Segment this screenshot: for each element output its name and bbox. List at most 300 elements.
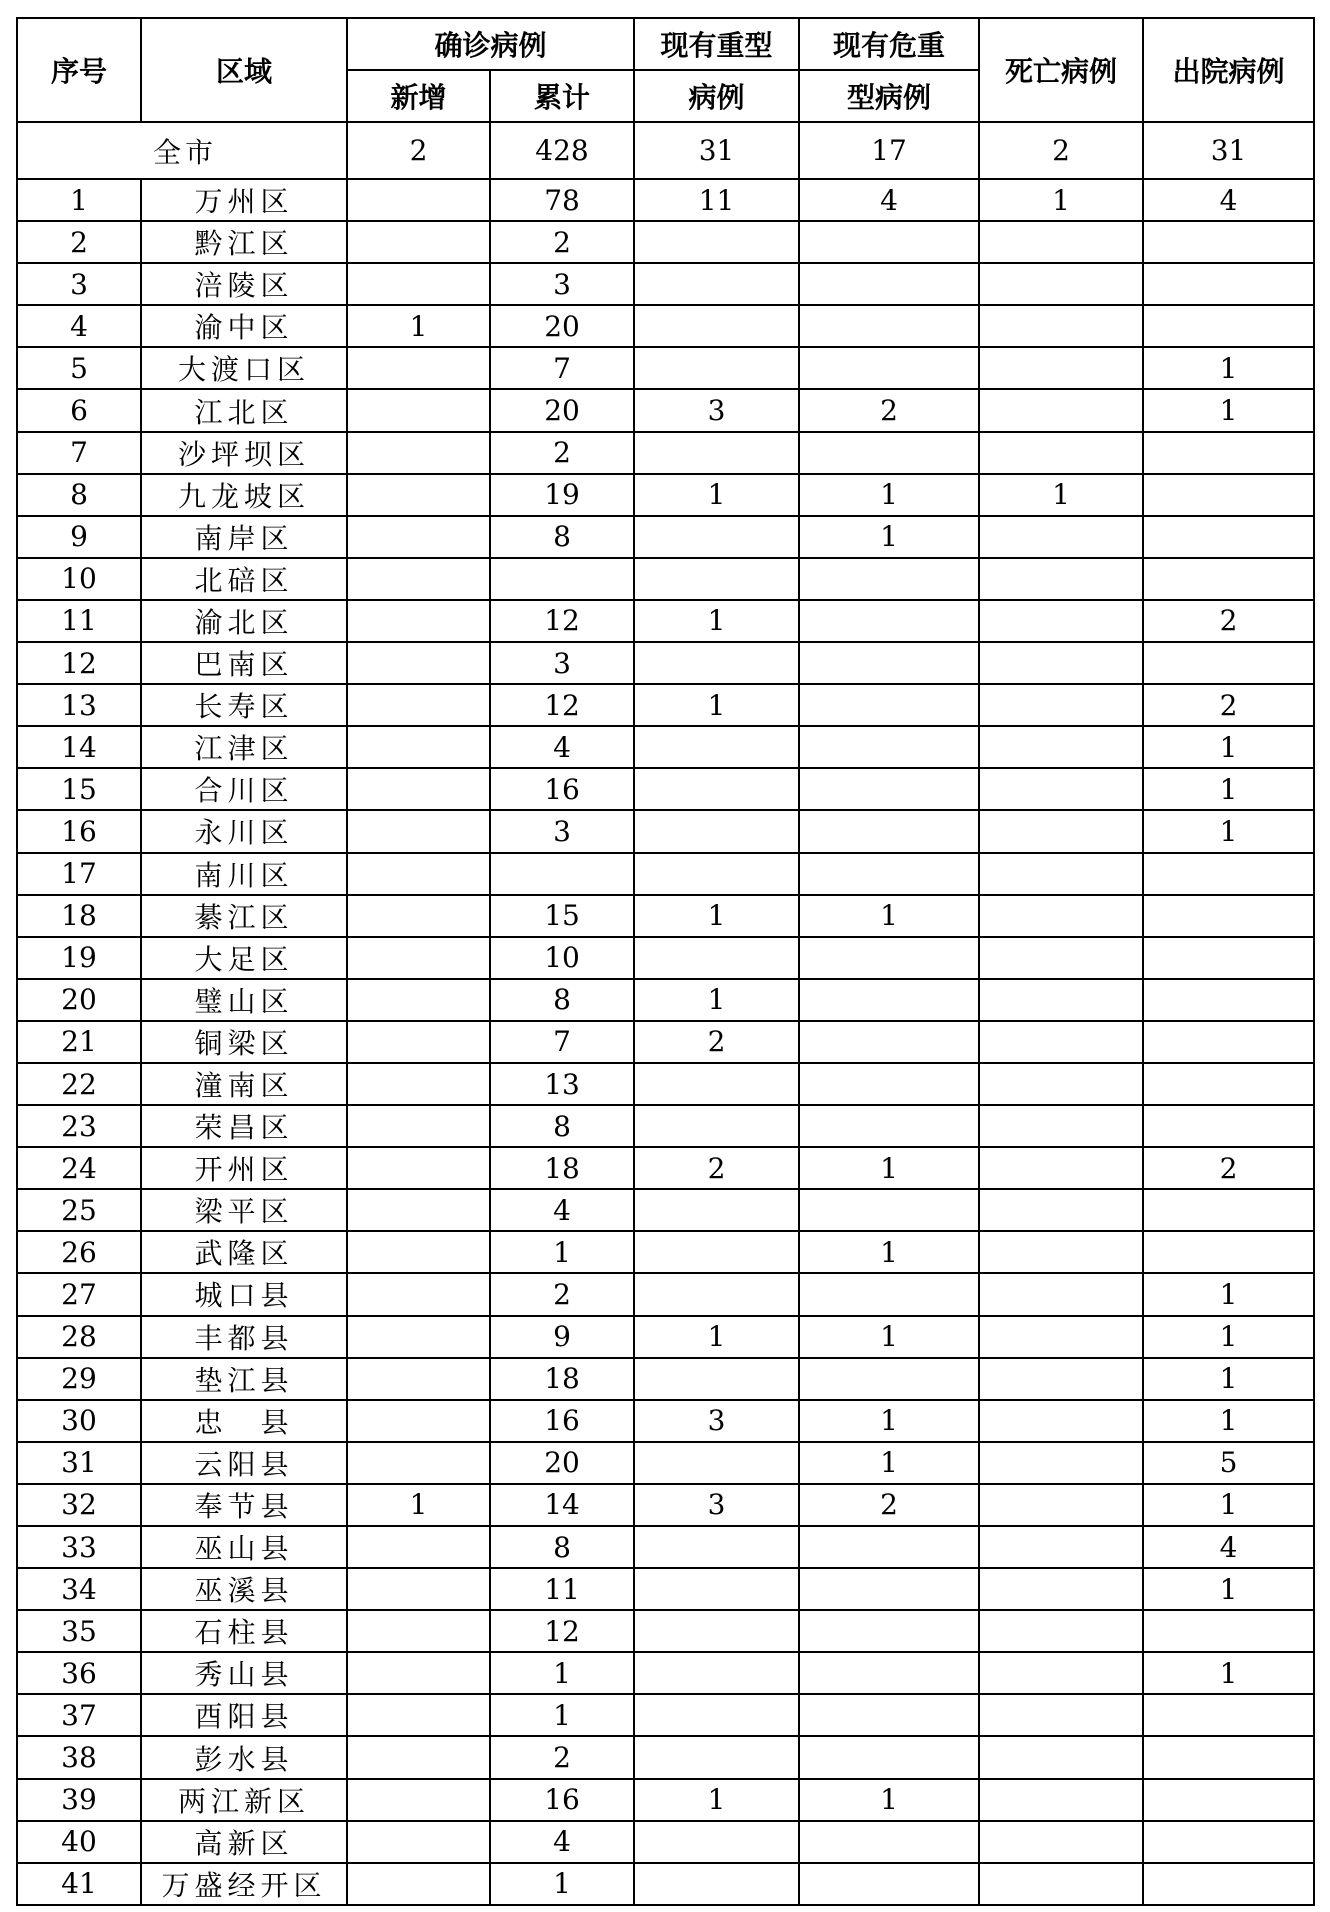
cell-discharged: 1 [1143, 389, 1314, 431]
header-critical-line1: 现有危重 [799, 18, 979, 70]
cell-new [347, 558, 490, 600]
cell-region: 武隆区 [141, 1231, 347, 1273]
cell-new [347, 516, 490, 558]
cell-cumulative: 2 [490, 221, 634, 263]
cell-region: 巫溪县 [141, 1568, 347, 1610]
table-row [17, 1736, 1314, 1778]
table-row [17, 768, 1314, 810]
cell-critical [799, 1189, 979, 1231]
table-row [17, 263, 1314, 305]
cell-region: 垫江县 [141, 1358, 347, 1400]
cell-discharged [1143, 263, 1314, 305]
cell-deaths [979, 1652, 1143, 1694]
cell-critical [799, 1021, 979, 1063]
cell-deaths [979, 600, 1143, 642]
table-row [17, 600, 1314, 642]
cell-deaths [979, 1821, 1143, 1863]
cell-deaths [979, 305, 1143, 347]
total-severe: 31 [634, 122, 799, 179]
table-row [17, 642, 1314, 684]
cell-severe [634, 263, 799, 305]
total-label: 全市 [17, 122, 347, 179]
table-row [17, 389, 1314, 431]
header-discharged: 出院病例 [1143, 18, 1314, 122]
cell-discharged [1143, 1610, 1314, 1652]
table-row [17, 1610, 1314, 1652]
cell-critical [799, 1526, 979, 1568]
cell-new [347, 1358, 490, 1400]
cell-new: 1 [347, 1484, 490, 1526]
cell-deaths [979, 558, 1143, 600]
cell-deaths [979, 221, 1143, 263]
cell-region: 忠 县 [141, 1400, 347, 1442]
cell-critical [799, 1821, 979, 1863]
table-row [17, 1316, 1314, 1358]
table-row [17, 1231, 1314, 1273]
cell-severe: 3 [634, 1400, 799, 1442]
cell-critical [799, 600, 979, 642]
cell-cumulative: 78 [490, 179, 634, 221]
cell-index: 25 [17, 1189, 141, 1231]
cell-critical [799, 768, 979, 810]
cell-index: 18 [17, 895, 141, 937]
cell-critical [799, 1652, 979, 1694]
cell-discharged: 5 [1143, 1442, 1314, 1484]
cell-critical [799, 642, 979, 684]
cell-index: 10 [17, 558, 141, 600]
header-deaths: 死亡病例 [979, 18, 1143, 122]
cell-cumulative: 9 [490, 1316, 634, 1358]
cell-region: 巴南区 [141, 642, 347, 684]
cell-discharged: 1 [1143, 1358, 1314, 1400]
cell-cumulative: 4 [490, 1189, 634, 1231]
cell-severe: 2 [634, 1147, 799, 1189]
cell-new [347, 642, 490, 684]
cell-new [347, 1105, 490, 1147]
cell-severe [634, 558, 799, 600]
cell-region: 云阳县 [141, 1442, 347, 1484]
cell-deaths [979, 642, 1143, 684]
cell-critical [799, 810, 979, 852]
cell-severe: 3 [634, 1484, 799, 1526]
table-row [17, 1863, 1314, 1905]
cell-new [347, 1526, 490, 1568]
cell-deaths [979, 1105, 1143, 1147]
cell-cumulative: 2 [490, 432, 634, 474]
cell-discharged [1143, 937, 1314, 979]
cell-index: 15 [17, 768, 141, 810]
table-row [17, 1273, 1314, 1315]
cell-discharged [1143, 642, 1314, 684]
cell-region: 北碚区 [141, 558, 347, 600]
cell-deaths [979, 1021, 1143, 1063]
cell-deaths [979, 516, 1143, 558]
table-row [17, 979, 1314, 1021]
cell-discharged [1143, 1231, 1314, 1273]
cell-index: 13 [17, 684, 141, 726]
cell-index: 39 [17, 1779, 141, 1821]
cell-severe [634, 1652, 799, 1694]
cell-new [347, 1316, 490, 1358]
cell-severe: 1 [634, 600, 799, 642]
table-row [17, 221, 1314, 263]
cell-region: 大渡口区 [141, 347, 347, 389]
table-row [17, 1694, 1314, 1736]
cell-critical [799, 853, 979, 895]
cell-cumulative: 14 [490, 1484, 634, 1526]
cell-deaths [979, 1063, 1143, 1105]
cell-critical [799, 1694, 979, 1736]
cell-deaths [979, 1231, 1143, 1273]
cell-region: 合川区 [141, 768, 347, 810]
cell-cumulative: 11 [490, 1568, 634, 1610]
total-row [17, 122, 1314, 179]
cell-deaths [979, 432, 1143, 474]
cell-new [347, 1568, 490, 1610]
cell-index: 16 [17, 810, 141, 852]
total-critical: 17 [799, 122, 979, 179]
cell-severe [634, 1863, 799, 1905]
cell-cumulative: 15 [490, 895, 634, 937]
cell-new [347, 263, 490, 305]
cell-critical: 1 [799, 1442, 979, 1484]
cell-new [347, 684, 490, 726]
cell-severe [634, 516, 799, 558]
cell-index: 7 [17, 432, 141, 474]
cell-critical [799, 432, 979, 474]
cell-critical [799, 979, 979, 1021]
table-body [17, 122, 1314, 1905]
cell-index: 30 [17, 1400, 141, 1442]
cell-severe [634, 1231, 799, 1273]
cell-region: 万盛经开区 [141, 1863, 347, 1905]
total-discharged: 31 [1143, 122, 1314, 179]
table-row [17, 347, 1314, 389]
cell-discharged [1143, 516, 1314, 558]
cell-index: 40 [17, 1821, 141, 1863]
cell-critical [799, 1863, 979, 1905]
cell-cumulative: 8 [490, 1526, 634, 1568]
cell-critical [799, 305, 979, 347]
table-row [17, 1105, 1314, 1147]
cell-deaths [979, 979, 1143, 1021]
table-row [17, 1189, 1314, 1231]
cell-cumulative: 16 [490, 1779, 634, 1821]
cell-region: 奉节县 [141, 1484, 347, 1526]
header-confirmed: 确诊病例 [347, 18, 634, 70]
cell-index: 14 [17, 726, 141, 768]
table-row [17, 684, 1314, 726]
cell-region: 长寿区 [141, 684, 347, 726]
cell-discharged [1143, 305, 1314, 347]
cell-region: 黔江区 [141, 221, 347, 263]
cell-discharged [1143, 558, 1314, 600]
cell-severe [634, 853, 799, 895]
cell-severe [634, 1189, 799, 1231]
cell-index: 9 [17, 516, 141, 558]
cell-severe [634, 347, 799, 389]
cell-index: 36 [17, 1652, 141, 1694]
table-header [17, 18, 1314, 122]
cell-critical: 1 [799, 516, 979, 558]
cell-new [347, 1652, 490, 1694]
cell-critical [799, 684, 979, 726]
cell-severe [634, 1568, 799, 1610]
cell-cumulative: 16 [490, 768, 634, 810]
table-row [17, 1147, 1314, 1189]
cell-cumulative: 12 [490, 600, 634, 642]
cell-deaths [979, 810, 1143, 852]
cell-critical [799, 937, 979, 979]
cell-severe [634, 1526, 799, 1568]
cell-cumulative: 20 [490, 389, 634, 431]
cell-index: 17 [17, 853, 141, 895]
cell-discharged: 2 [1143, 600, 1314, 642]
cell-critical: 1 [799, 1147, 979, 1189]
cell-new [347, 1863, 490, 1905]
cell-deaths [979, 1400, 1143, 1442]
cell-discharged: 1 [1143, 1484, 1314, 1526]
cell-index: 32 [17, 1484, 141, 1526]
cell-discharged [1143, 979, 1314, 1021]
header-cumulative: 累计 [490, 70, 634, 122]
cell-new [347, 1610, 490, 1652]
cell-severe [634, 1105, 799, 1147]
cell-region: 渝北区 [141, 600, 347, 642]
cell-new [347, 432, 490, 474]
table-row [17, 558, 1314, 600]
cell-index: 41 [17, 1863, 141, 1905]
cell-index: 19 [17, 937, 141, 979]
cell-critical: 1 [799, 474, 979, 516]
total-cumulative: 428 [490, 122, 634, 179]
cell-discharged [1143, 474, 1314, 516]
cell-deaths [979, 853, 1143, 895]
cell-index: 20 [17, 979, 141, 1021]
cell-deaths: 1 [979, 474, 1143, 516]
cell-region: 沙坪坝区 [141, 432, 347, 474]
cell-discharged: 2 [1143, 1147, 1314, 1189]
cell-deaths [979, 347, 1143, 389]
cell-severe [634, 221, 799, 263]
cell-new [347, 1400, 490, 1442]
cell-cumulative: 7 [490, 1021, 634, 1063]
cell-cumulative: 12 [490, 1610, 634, 1652]
cell-discharged: 1 [1143, 1273, 1314, 1315]
cell-region: 丰都县 [141, 1316, 347, 1358]
cell-discharged [1143, 1694, 1314, 1736]
cell-region: 永川区 [141, 810, 347, 852]
cell-new [347, 1231, 490, 1273]
cell-discharged: 1 [1143, 768, 1314, 810]
cell-discharged: 1 [1143, 347, 1314, 389]
cell-cumulative [490, 558, 634, 600]
cell-index: 4 [17, 305, 141, 347]
cell-deaths [979, 1442, 1143, 1484]
cell-severe: 3 [634, 389, 799, 431]
total-new: 2 [347, 122, 490, 179]
cell-index: 35 [17, 1610, 141, 1652]
cell-deaths [979, 1147, 1143, 1189]
cell-cumulative: 12 [490, 684, 634, 726]
cell-critical [799, 726, 979, 768]
cell-deaths [979, 768, 1143, 810]
cell-new [347, 389, 490, 431]
cell-cumulative: 13 [490, 1063, 634, 1105]
cell-new [347, 726, 490, 768]
table-row [17, 1484, 1314, 1526]
cell-new [347, 1736, 490, 1778]
table-row [17, 1021, 1314, 1063]
cell-discharged [1143, 1821, 1314, 1863]
cell-region: 秀山县 [141, 1652, 347, 1694]
cell-new [347, 179, 490, 221]
header-severe-line1: 现有重型 [634, 18, 799, 70]
cell-deaths [979, 1526, 1143, 1568]
cell-cumulative: 19 [490, 474, 634, 516]
cell-severe [634, 1358, 799, 1400]
cell-cumulative: 1 [490, 1694, 634, 1736]
cell-severe [634, 726, 799, 768]
cell-critical [799, 558, 979, 600]
cell-severe [634, 1610, 799, 1652]
table-row [17, 1821, 1314, 1863]
cell-new [347, 1147, 490, 1189]
cell-severe [634, 1273, 799, 1315]
cell-critical: 2 [799, 389, 979, 431]
cell-new: 1 [347, 305, 490, 347]
cell-discharged [1143, 1863, 1314, 1905]
table-row [17, 1568, 1314, 1610]
cell-index: 2 [17, 221, 141, 263]
cell-deaths [979, 1316, 1143, 1358]
cell-index: 31 [17, 1442, 141, 1484]
cell-critical: 1 [799, 1779, 979, 1821]
cell-new [347, 768, 490, 810]
cell-cumulative: 1 [490, 1652, 634, 1694]
total-deaths: 2 [979, 122, 1143, 179]
cell-region: 璧山区 [141, 979, 347, 1021]
cell-severe: 2 [634, 1021, 799, 1063]
cell-discharged: 1 [1143, 1400, 1314, 1442]
cell-critical [799, 1736, 979, 1778]
cell-critical [799, 1358, 979, 1400]
cell-new [347, 347, 490, 389]
cell-new [347, 1273, 490, 1315]
cell-region: 高新区 [141, 1821, 347, 1863]
cell-deaths [979, 1694, 1143, 1736]
cell-region: 大足区 [141, 937, 347, 979]
cell-new [347, 221, 490, 263]
table-row [17, 179, 1314, 221]
cell-severe: 1 [634, 684, 799, 726]
cell-severe [634, 432, 799, 474]
cell-severe: 11 [634, 179, 799, 221]
cell-critical [799, 1105, 979, 1147]
cell-new [347, 1779, 490, 1821]
table-row [17, 810, 1314, 852]
cell-index: 1 [17, 179, 141, 221]
cell-index: 26 [17, 1231, 141, 1273]
cell-severe [634, 1821, 799, 1863]
table-row [17, 1063, 1314, 1105]
cell-region: 南川区 [141, 853, 347, 895]
cell-discharged [1143, 895, 1314, 937]
cell-deaths [979, 1863, 1143, 1905]
cell-critical [799, 1610, 979, 1652]
cell-severe [634, 810, 799, 852]
cell-critical: 1 [799, 895, 979, 937]
cell-critical: 1 [799, 1316, 979, 1358]
cell-deaths [979, 1779, 1143, 1821]
cell-cumulative: 4 [490, 726, 634, 768]
header-index: 序号 [17, 18, 141, 122]
cell-severe [634, 937, 799, 979]
cell-index: 11 [17, 600, 141, 642]
cell-deaths [979, 726, 1143, 768]
cell-discharged: 2 [1143, 684, 1314, 726]
cell-cumulative: 8 [490, 516, 634, 558]
cell-region: 两江新区 [141, 1779, 347, 1821]
cell-region: 彭水县 [141, 1736, 347, 1778]
cell-discharged [1143, 1063, 1314, 1105]
cell-index: 24 [17, 1147, 141, 1189]
table-row [17, 853, 1314, 895]
cell-severe [634, 1063, 799, 1105]
cell-discharged: 1 [1143, 810, 1314, 852]
cell-deaths [979, 1484, 1143, 1526]
cell-region: 九龙坡区 [141, 474, 347, 516]
table-row [17, 1526, 1314, 1568]
cell-deaths [979, 895, 1143, 937]
cell-new [347, 1442, 490, 1484]
cell-cumulative: 3 [490, 642, 634, 684]
cell-cumulative: 18 [490, 1358, 634, 1400]
cell-cumulative: 1 [490, 1863, 634, 1905]
cell-discharged [1143, 1021, 1314, 1063]
cell-index: 22 [17, 1063, 141, 1105]
cell-severe: 1 [634, 1316, 799, 1358]
cell-region: 涪陵区 [141, 263, 347, 305]
cell-index: 3 [17, 263, 141, 305]
cell-severe [634, 642, 799, 684]
table-row [17, 1442, 1314, 1484]
header-severe-line2: 病例 [634, 70, 799, 122]
header-new: 新增 [347, 70, 490, 122]
cell-index: 21 [17, 1021, 141, 1063]
cell-region: 江津区 [141, 726, 347, 768]
table-row [17, 1400, 1314, 1442]
cell-deaths [979, 1273, 1143, 1315]
cell-region: 万州区 [141, 179, 347, 221]
cell-new [347, 1821, 490, 1863]
cell-discharged [1143, 1736, 1314, 1778]
header-critical-line2: 型病例 [799, 70, 979, 122]
cell-critical [799, 1063, 979, 1105]
table-row [17, 474, 1314, 516]
cell-cumulative: 1 [490, 1231, 634, 1273]
table-row [17, 516, 1314, 558]
cell-region: 潼南区 [141, 1063, 347, 1105]
cell-deaths [979, 1568, 1143, 1610]
cell-index: 34 [17, 1568, 141, 1610]
cell-discharged [1143, 1189, 1314, 1231]
cell-index: 6 [17, 389, 141, 431]
cell-index: 27 [17, 1273, 141, 1315]
cell-new [347, 1021, 490, 1063]
cell-cumulative: 2 [490, 1273, 634, 1315]
cell-deaths [979, 937, 1143, 979]
